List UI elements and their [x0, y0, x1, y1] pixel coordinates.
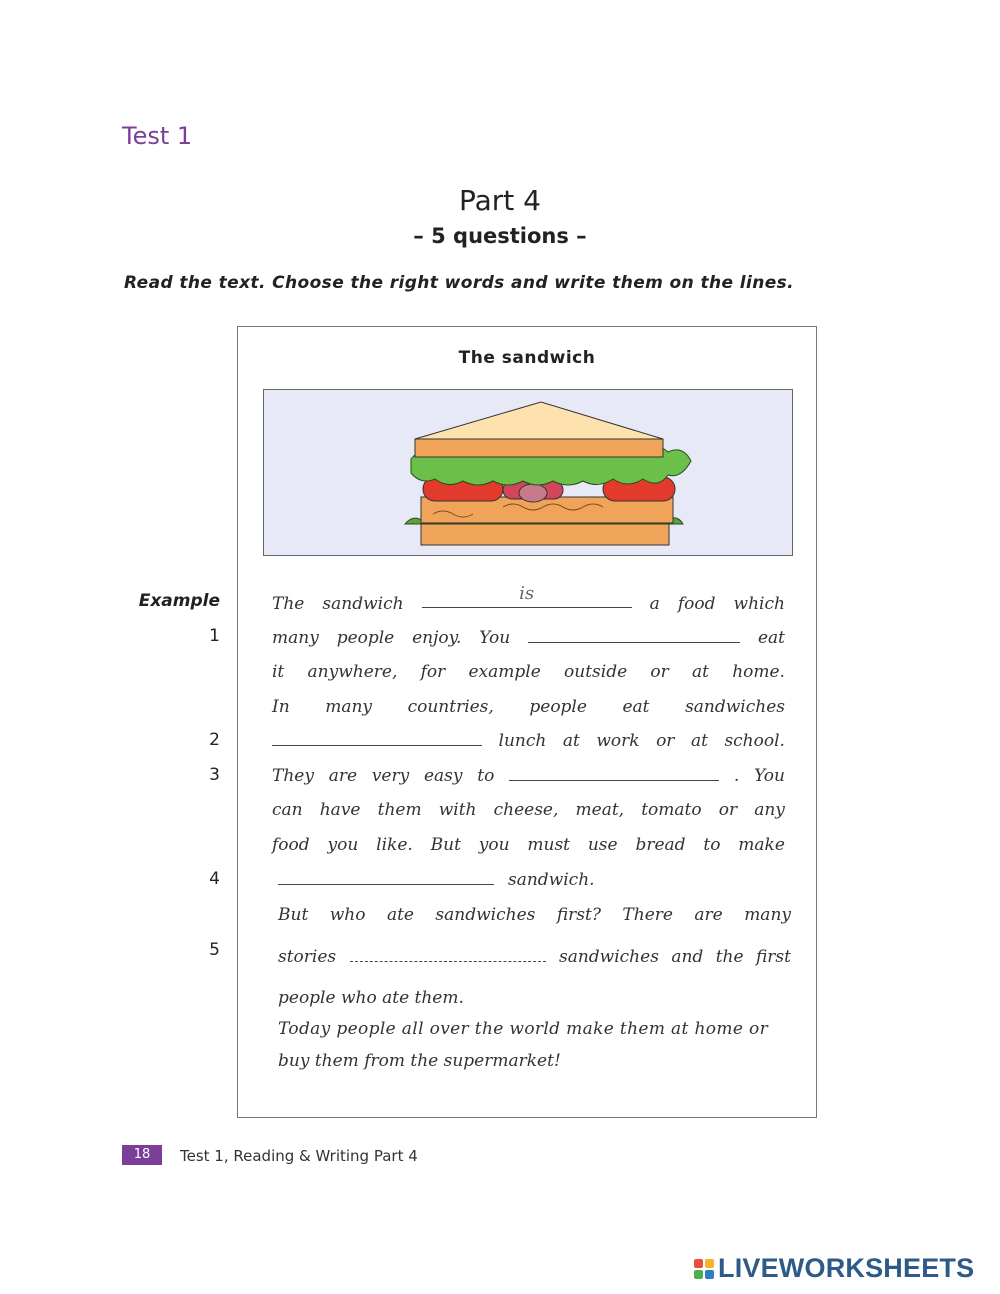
- word: There: [622, 905, 673, 925]
- word: are: [328, 766, 358, 786]
- word: people: [336, 628, 395, 648]
- word: But: [278, 905, 309, 925]
- word: You: [754, 766, 785, 786]
- instructions: Read the text. Choose the right words and write them on the lines.: [124, 273, 795, 293]
- word: use: [587, 835, 618, 855]
- word: many: [272, 628, 319, 648]
- word: can: [272, 800, 303, 820]
- brand-name: LIVEWORKSHEETS: [718, 1253, 975, 1283]
- word: enjoy.: [412, 628, 462, 648]
- logo-square: [705, 1270, 714, 1279]
- question-number-2: 2: [209, 730, 220, 750]
- question-number-1: 1: [209, 626, 220, 646]
- word: sandwich.: [508, 870, 595, 890]
- word: have: [319, 800, 361, 820]
- word: any: [754, 800, 785, 820]
- word: a: [649, 594, 660, 614]
- word: and: [671, 947, 704, 967]
- word: many: [744, 905, 791, 925]
- word: sandwiches: [435, 905, 536, 925]
- word: very: [371, 766, 410, 786]
- part-title: Part 4: [459, 184, 541, 217]
- word: or: [650, 662, 669, 682]
- answer-blank-2[interactable]: [272, 731, 482, 746]
- word: tomato: [641, 800, 702, 820]
- text-line-4: [272, 697, 785, 717]
- question-number-5: 5: [209, 940, 220, 960]
- word: the: [715, 947, 744, 967]
- word: to: [703, 835, 721, 855]
- word: bread: [635, 835, 686, 855]
- answer-blank-3[interactable]: [509, 766, 719, 781]
- word: at: [690, 731, 708, 751]
- word: at: [562, 731, 580, 751]
- word: food: [272, 835, 310, 855]
- sandwich-illustration: [263, 389, 793, 556]
- line-11-tail: [559, 947, 791, 967]
- text-line-7: [272, 800, 785, 820]
- word: it: [272, 662, 285, 682]
- word: outside: [564, 662, 628, 682]
- word: people: [529, 697, 587, 717]
- word: must: [527, 835, 571, 855]
- word: which: [733, 594, 785, 614]
- word: food: [677, 594, 716, 614]
- word: with: [438, 800, 477, 820]
- word: many: [325, 697, 373, 717]
- word: or: [718, 800, 738, 820]
- word: you: [478, 835, 510, 855]
- word: first?: [556, 905, 601, 925]
- word: ate: [386, 905, 414, 925]
- text-line-2: [272, 628, 785, 648]
- word: easy: [423, 766, 463, 786]
- word: home.: [732, 662, 785, 682]
- text-line-13: Today people all over the world make them at home or: [278, 1019, 769, 1039]
- word: sandwich: [322, 594, 404, 614]
- word: The: [272, 594, 305, 614]
- logo-mark-icon: [694, 1259, 714, 1279]
- text-line-6: [272, 766, 785, 786]
- word: cheese,: [493, 800, 559, 820]
- word: But: [430, 835, 461, 855]
- example-answer: is: [519, 583, 535, 604]
- text-line-9: [278, 870, 595, 890]
- text-line-10: [278, 905, 791, 925]
- question-number-4: 4: [209, 869, 220, 889]
- logo-square: [705, 1259, 714, 1268]
- liveworksheets-logo: [694, 1253, 974, 1284]
- text-line-3: [272, 662, 785, 682]
- word: You: [479, 628, 511, 648]
- word: like.: [376, 835, 413, 855]
- word: at: [691, 662, 709, 682]
- word: work: [596, 731, 640, 751]
- logo-square: [694, 1259, 703, 1268]
- word: are: [694, 905, 723, 925]
- answer-blank-1[interactable]: [528, 628, 740, 643]
- test-title: Test 1: [122, 122, 193, 150]
- word: anywhere,: [307, 662, 398, 682]
- word: first: [755, 947, 791, 967]
- answer-blank-4[interactable]: [278, 870, 494, 885]
- example-answer-line: [422, 583, 632, 608]
- footer-caption: Test 1, Reading & Writing Part 4: [180, 1147, 418, 1165]
- word: stories: [278, 947, 337, 967]
- word: them: [377, 800, 422, 820]
- word: eat: [622, 697, 650, 717]
- box-title: The sandwich: [458, 348, 596, 368]
- question-number-3: 3: [209, 765, 220, 785]
- word: They: [272, 766, 314, 786]
- word: you: [327, 835, 359, 855]
- word: eat: [757, 628, 785, 648]
- text-line-12: people who ate them.: [278, 988, 464, 1008]
- text-line-8: [272, 835, 785, 855]
- word: sandwiches: [558, 947, 659, 967]
- word: school.: [724, 731, 785, 751]
- word: who: [329, 905, 366, 925]
- text-line-5: [272, 731, 785, 751]
- word: In: [272, 697, 290, 717]
- text-line-1: [272, 583, 785, 614]
- text-line-11: [278, 947, 791, 967]
- text-line-14: buy them from the supermarket!: [278, 1051, 561, 1071]
- word: meat,: [575, 800, 625, 820]
- word: sandwiches: [685, 697, 785, 717]
- part-subtitle: – 5 questions –: [413, 224, 587, 248]
- word: .: [733, 766, 740, 786]
- example-label: Example: [138, 591, 220, 611]
- word: example: [468, 662, 541, 682]
- word: or: [656, 731, 675, 751]
- answer-blank-5[interactable]: [350, 947, 546, 962]
- word: lunch: [498, 731, 547, 751]
- logo-square: [694, 1270, 703, 1279]
- word: for: [420, 662, 446, 682]
- page-number-badge: 18: [122, 1145, 162, 1165]
- word: make: [738, 835, 785, 855]
- word: countries,: [407, 697, 494, 717]
- word: to: [477, 766, 495, 786]
